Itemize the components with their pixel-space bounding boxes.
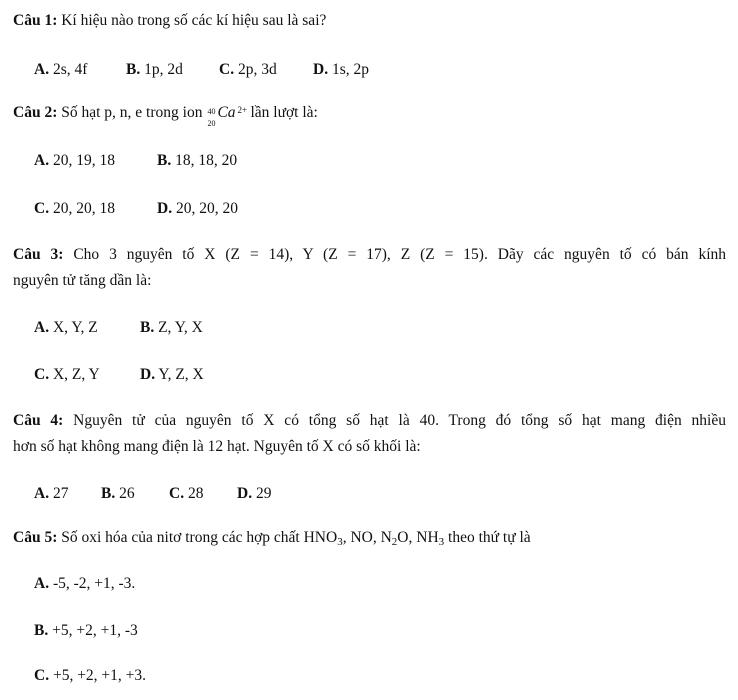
calcium-ion-notation: 40 20 Ca 2+ [207, 104, 248, 128]
question-1-label: Câu 1: [13, 12, 58, 29]
q1-option-d: D. 1s, 2p [313, 61, 369, 78]
question-1 [13, 11, 326, 31]
q3-option-a: A. X, Y, Z [34, 319, 98, 336]
question-3-label: Câu 3: [13, 246, 64, 263]
q5-option-a: A. -5, -2, +1, -3. [34, 575, 136, 592]
q4-option-d: D. 29 [237, 485, 272, 502]
question-4-label: Câu 4: [13, 412, 64, 429]
question-5-label: Câu 5: [13, 529, 58, 546]
q5-option-c: C. +5, +2, +1, +3. [34, 667, 147, 684]
compound-no: NO, [350, 529, 381, 546]
q3-option-c: C. X, Z, Y [34, 366, 100, 383]
question-2-text-end: lần lượt là: [250, 104, 318, 121]
q4-option-c: C. 28 [169, 485, 204, 502]
q2-option-c: C. 20, 20, 18 [34, 200, 115, 217]
q3-option-d: D. Y, Z, X [140, 366, 204, 383]
question-2 [13, 103, 318, 128]
q1-option-b: B. 1p, 2d [126, 61, 183, 78]
question-5-text-end: theo thứ tự là [444, 529, 531, 546]
q2-option-b: B. 18, 18, 20 [157, 152, 238, 169]
q1-option-c: C. 2p, 3d [219, 61, 277, 78]
question-4 [13, 411, 726, 431]
q2-option-d: D. 20, 20, 20 [157, 200, 238, 217]
question-4-continued: hơn số hạt không mang điện là 12 hạt. Nguyên tố X có số khối là: [13, 438, 421, 455]
question-2-label: Câu 2: [13, 104, 58, 121]
question-4-text: Nguyên tử của nguyên tố X có tổng số hạt là 40. Trong đó tổng số hạt mang điện nhiều [63, 412, 726, 429]
question-5-text: Số oxi hóa của nitơ trong các hợp chất [57, 529, 304, 546]
q2-option-a: A. 20, 19, 18 [34, 152, 115, 169]
compound-nh3: $NH_3$ [416, 529, 445, 548]
question-5 [13, 528, 531, 548]
compound-n2o: $N_2O$, [380, 529, 417, 548]
q5-option-b: B. +5, +2, +1, -3 [34, 622, 138, 639]
question-1-text: Kí hiệu nào trong số các kí hiệu sau là sai? [57, 12, 327, 29]
q1-option-a: A. 2s, 4f [34, 61, 88, 78]
compound-hno3: $HNO_3$, [303, 529, 351, 548]
question-3 [13, 245, 726, 265]
question-3-text: Cho 3 nguyên tố X (Z = 14), Y (Z = 17), Z (Z = 15). Dãy các nguyên tố có bán kính [63, 246, 726, 263]
q3-option-b: B. Z, Y, X [140, 319, 203, 336]
question-2-text: Số hạt p, n, e trong ion [57, 104, 203, 121]
question-3-continued: nguyên tử tăng dần là: [13, 272, 152, 289]
q4-option-a: A. 27 [34, 485, 69, 502]
q4-option-b: B. 26 [101, 485, 135, 502]
